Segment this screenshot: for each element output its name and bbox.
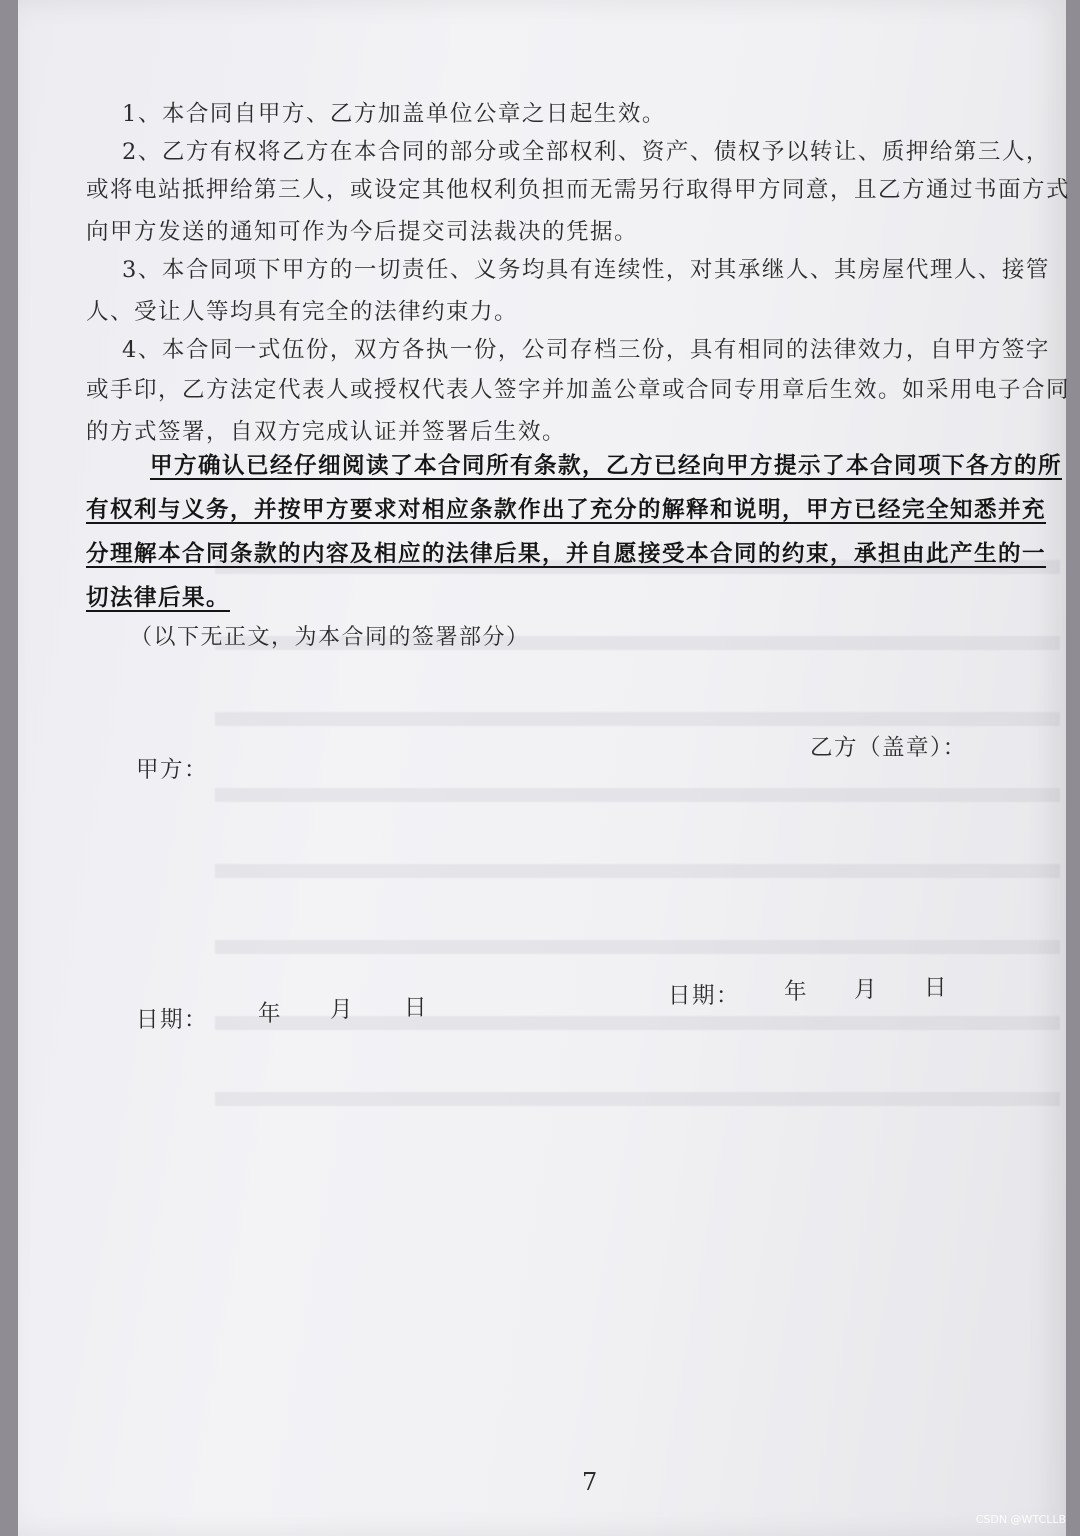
clause-2-line-3: 向甲方发送的通知可作为今后提交司法裁决的凭据。 [86,219,639,245]
party-b-month: 月 [854,977,879,1003]
clause-2-line-1: 2、乙方有权将乙方在本合同的部分或全部权利、资产、债权予以转让、质押给第三人， [122,139,1050,165]
acknowledgement-line-1: 甲方确认已经仔细阅读了本合同所有条款，乙方已经向甲方提示了本合同项下各方的所 [150,453,1063,479]
watermark: CSDN @WTCLLB [975,1513,1066,1526]
no-further-text-note: （以下无正文，为本合同的签署部分） [130,625,530,650]
acknowledgement-line-2: 有权利与义务，并按甲方要求对相应条款作出了充分的解释和说明，甲方已经完全知悉并充 [86,497,1047,523]
clause-3-line-1: 3、本合同项下甲方的一切责任、义务均具有连续性，对其承继人、其房屋代理人、接管 [122,257,1050,283]
clause-3-line-2: 人、受让人等均具有完全的法律约束力。 [86,299,519,325]
clause-4-line-3: 的方式签署，自双方完成认证并签署后生效。 [86,419,567,445]
party-a-label: 甲方： [136,757,209,783]
clause-4-line-2: 或手印，乙方法定代表人或授权代表人签字并加盖公章或合同专用章后生效。如采用电子合同 [86,377,1071,403]
clause-2-line-2: 或将电站抵押给第三人，或设定其他权利负担而无需另行取得甲方同意，且乙方通过书面方式 [86,177,1071,203]
party-a-date-label: 日期： [136,1007,209,1033]
party-a-month: 月 [330,997,355,1023]
party-b-year: 年 [784,979,809,1005]
party-a-day: 日 [404,995,429,1021]
party-a-year: 年 [258,1001,283,1027]
clause-4-line-1: 4、本合同一式伍份，双方各执一份，公司存档三份，具有相同的法律效力，自甲方签字 [122,337,1050,363]
acknowledgement-line-3: 分理解本合同条款的内容及相应的法律后果，并自愿接受本合同的约束，承担由此产生的一 [86,541,1047,567]
party-b-day: 日 [924,975,949,1001]
page-number: 7 [582,1468,598,1496]
party-b-label: 乙方（盖章）： [810,735,967,761]
acknowledgement-line-4: 切法律后果。 [86,585,231,611]
clause-1: 1、本合同自甲方、乙方加盖单位公章之日起生效。 [122,101,666,127]
party-b-date-label: 日期： [668,983,741,1009]
